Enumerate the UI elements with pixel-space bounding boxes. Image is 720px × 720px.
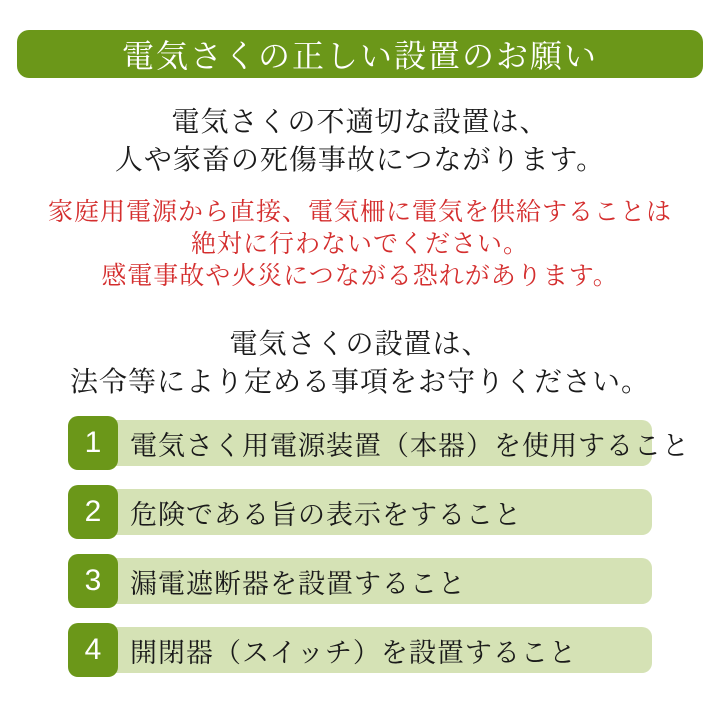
rule-label: 開閉器（スイッチ）を設置すること [130,637,577,668]
warning-line-2: 絶対に行わないでください。 [190,230,529,258]
notice-line-2: 法令等により定める事項をお守りください。 [69,366,650,397]
header-banner [17,30,703,78]
warning-text [0,196,720,292]
rule-row-1 [0,416,720,470]
intro-text [0,103,720,179]
warning-line-1: 家庭用電源から直接、電気柵に電気を供給することは [47,198,672,226]
rule-number-badge: 4 [68,623,118,677]
notice-text [0,325,720,401]
rule-number-badge: 3 [68,554,118,608]
notice-line-1: 電気さくの設置は、 [229,328,491,359]
rule-label: 危険である旨の表示をすること [130,499,522,530]
rule-label: 漏電遮断器を設置すること [130,568,466,599]
rule-number-badge: 2 [68,485,118,539]
page-title: 電気さくの正しい設置のお願い [121,38,598,74]
warning-line-3: 感電事故や火災につながる恐れがあります。 [101,262,619,290]
rule-row-3 [0,554,720,608]
rules-list [0,416,720,692]
intro-line-1: 電気さくの不適切な設置は、 [171,106,549,137]
rule-number-badge: 1 [68,416,118,470]
intro-line-2: 人や家畜の死傷事故につながります。 [114,144,606,175]
rule-row-4 [0,623,720,677]
rule-label: 電気さく用電源装置（本器）を使用すること [130,430,690,461]
rule-row-2 [0,485,720,539]
